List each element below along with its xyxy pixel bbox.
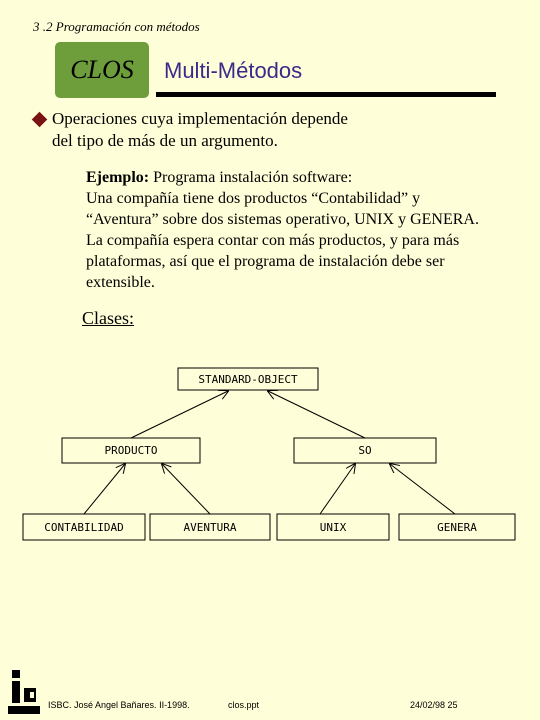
clos-badge-text: CLOS: [70, 55, 134, 84]
footer-file: clos.ppt: [228, 700, 260, 710]
node-so-label: SO: [358, 444, 372, 457]
classes-label: Clases:: [82, 308, 134, 328]
slide-title: Multi-Métodos: [164, 58, 303, 83]
clos-badge: [55, 42, 149, 98]
edge-contabilidad-producto: [84, 464, 125, 514]
example-line-2: “Aventura” sobre dos sistemas operativo, UNIX y GENERA.: [86, 211, 479, 228]
example-line-3: La compañía espera contar con más productos, y para más: [86, 232, 460, 249]
example-line-1: Una compañía tiene dos productos “Contabilidad” y: [86, 190, 421, 207]
edge-unix-so: [320, 464, 355, 514]
breadcrumb: 3 .2 Programación con métodos: [33, 19, 200, 34]
edge-aventura-producto: [162, 464, 210, 514]
node-standard-object-label: STANDARD-OBJECT: [198, 373, 298, 386]
example-paragraph: [86, 167, 536, 293]
edge-genera-so: [390, 464, 455, 514]
diamond-bullet-icon: [32, 112, 48, 128]
bullet-line-1: Operaciones cuya implementación depende: [52, 109, 348, 128]
node-contabilidad-label: CONTABILIDAD: [44, 521, 124, 534]
example-line-5: extensible.: [86, 274, 155, 291]
footer-author: ISBC. José Angel Bañares. II-1998.: [48, 700, 190, 710]
edge-producto-root: [131, 391, 228, 438]
example-line-0: Programa instalación software:: [149, 169, 353, 186]
class-hierarchy-diagram: [0, 360, 540, 560]
title-rule: [156, 92, 496, 97]
node-genera-label: GENERA: [437, 521, 477, 534]
example-line-4: plataformas, así que el programa de instalación debe ser: [86, 253, 445, 270]
footer-date-page: 24/02/98 25: [410, 700, 458, 710]
bullet-text: [52, 108, 492, 152]
edge-so-root: [268, 391, 365, 438]
example-label: Ejemplo:: [86, 169, 150, 186]
node-unix-label: UNIX: [319, 521, 347, 534]
node-producto-label: PRODUCTO: [104, 444, 158, 457]
node-aventura-label: AVENTURA: [183, 521, 237, 534]
bullet-line-2: del tipo de más de un argumento.: [52, 131, 278, 150]
university-logo-icon: [6, 670, 42, 716]
